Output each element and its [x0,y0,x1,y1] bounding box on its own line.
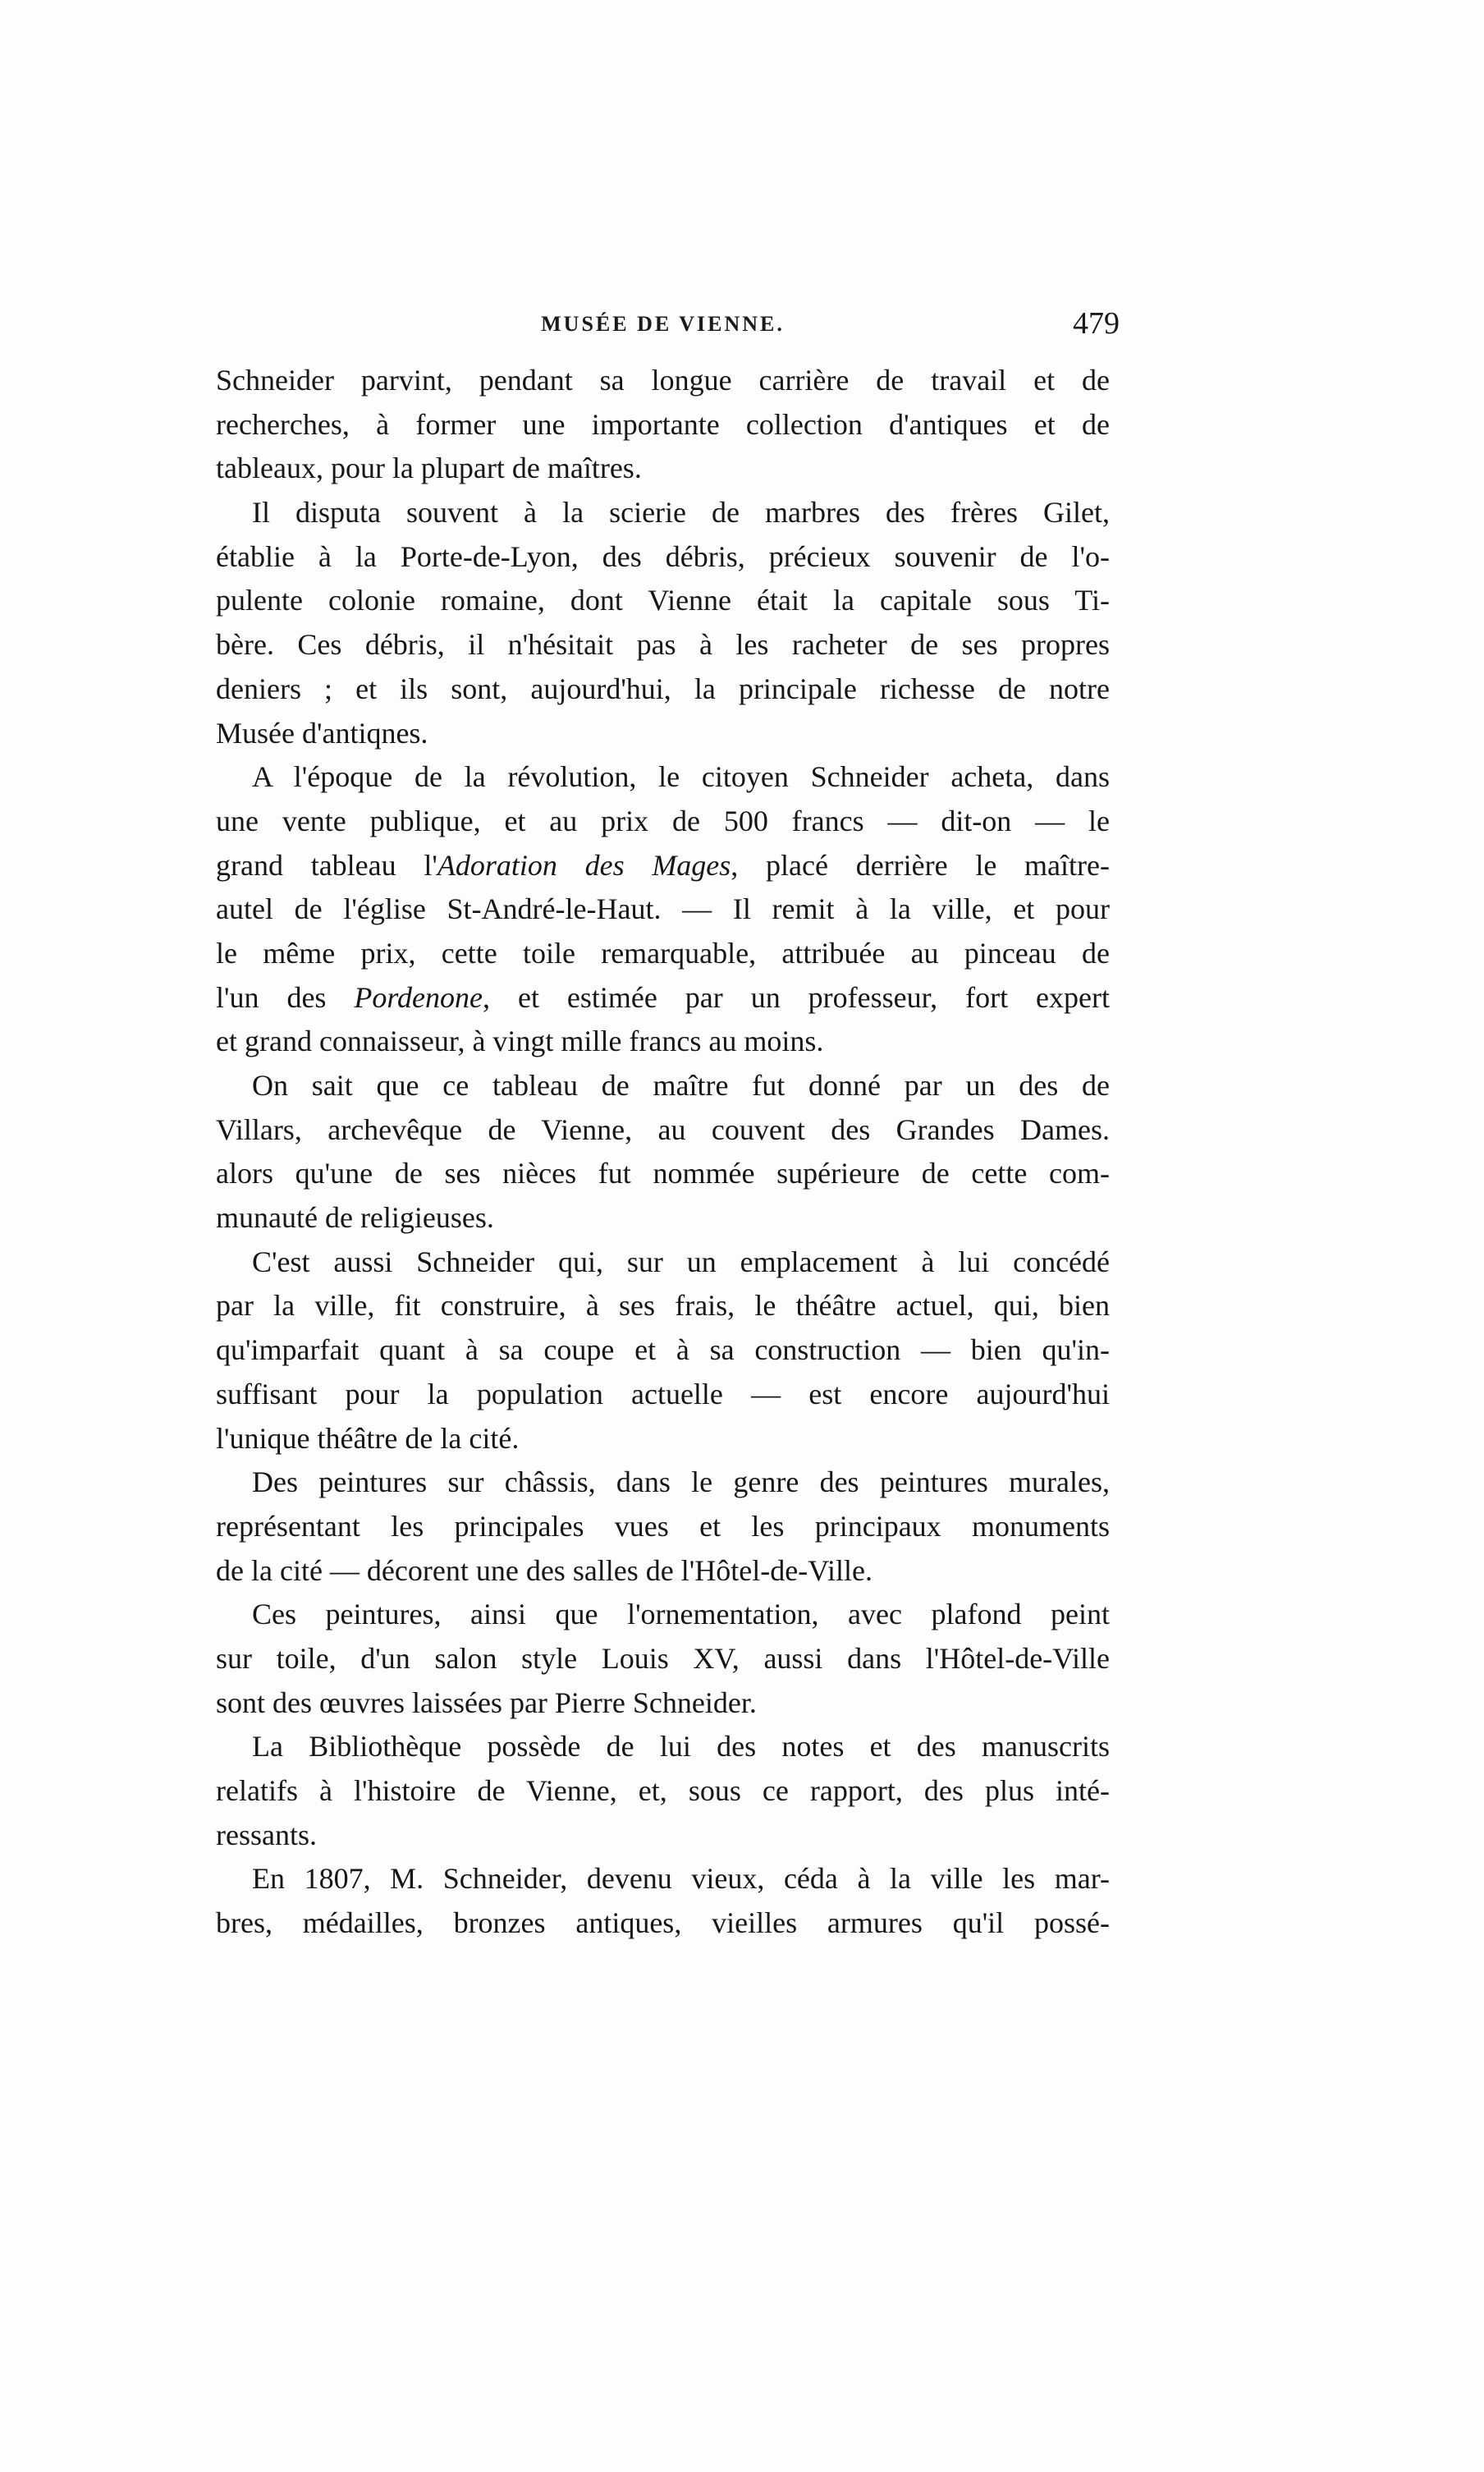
text-run: alors qu'une de ses nièces fut nommée supérieure de cette com- [216,1157,1110,1190]
text-run: Musée d'antiqnes. [216,716,428,750]
text-run: de la cité — décorent une des salles de l'Hôtel-de-Ville. [216,1553,873,1587]
text-run: et grand connaisseur, à vingt mille francs au moins. [216,1025,824,1058]
text-run: Schneider parvint, pendant sa longue carrière de travail et de [216,364,1110,397]
text-run: bres, médailles, bronzes antiques, vieilles armures qu'il possé- [216,1906,1110,1940]
running-header [216,305,1120,346]
text-run: établie à la Porte-de-Lyon, des débris, précieux souvenir de l'o- [216,539,1110,573]
text-run: En 1807, M. Schneider, devenu vieux, céda à la ville les mar- [252,1862,1110,1896]
text-run: C'est aussi Schneider qui, sur un emplacement à lui concédé [252,1245,1110,1278]
italic-title: Adoration des Mages [437,848,731,882]
text-line [216,1681,1110,1726]
text-run: représentant les principales vues et les principaux monuments [216,1509,1110,1543]
text-line [216,1725,1110,1769]
text-run: sur toile, d'un salon style Louis XV, aussi dans l'Hôtel-de-Ville [216,1641,1110,1675]
text-line [216,887,1110,932]
text-line [216,1461,1110,1505]
text-line [216,1328,1110,1373]
text-run: bère. Ces débris, il n'hésitait pas à les racheter de ses propres [216,628,1110,662]
running-title: MUSÉE DE VIENNE. [541,312,785,336]
text-run: pulente colonie romaine, dont Vienne était la capitale sous Ti- [216,584,1110,617]
text-run: tableaux, pour la plupart de maîtres. [216,452,642,485]
text-line [216,800,1110,844]
text-run: munauté de religieuses. [216,1201,494,1235]
body-text [216,359,1110,1946]
text-line [216,1505,1110,1549]
text-run: Il disputa souvent à la scierie de marbres des frères Gilet, [252,496,1110,530]
text-line [216,1417,1110,1461]
text-run: le même prix, cette toile remarquable, attribuée au pinceau de [216,936,1110,970]
text-run: Villars, archevêque de Vienne, au couvent des Grandes Dames. [216,1112,1110,1146]
text-line [216,1857,1110,1901]
text-line [216,1901,1110,1946]
text-line [216,1064,1110,1108]
text-run: qu'imparfait quant à sa coupe et à sa construction — bien qu'in- [216,1333,1110,1367]
text-run: autel de l'église St-André-le-Haut. — Il remit à la ville, et pour [216,892,1110,926]
text-run: , et estimée par un professeur, fort expert [483,980,1110,1014]
text-line [216,1637,1110,1681]
text-line [216,1769,1110,1814]
page-number: 479 [1073,306,1120,341]
text-line [216,844,1110,888]
text-line [216,623,1110,667]
text-line [216,579,1110,623]
text-run: l'un des [216,980,355,1014]
text-line [216,1241,1110,1285]
text-run: sont des œuvres laissées par Pierre Schneider. [216,1685,757,1719]
text-line [216,932,1110,976]
text-line [216,976,1110,1020]
text-line [216,447,1110,491]
text-run: Ces peintures, ainsi que l'ornementation, avec plafond peint [252,1598,1110,1631]
italic-title: Pordenone [354,980,483,1014]
text-line [216,1196,1110,1241]
text-run: l'unique théâtre de la cité. [216,1421,520,1455]
text-line [216,1373,1110,1417]
text-line [216,1152,1110,1196]
text-run: recherches, à former une importante collection d'antiques et de [216,407,1110,441]
text-line [216,491,1110,535]
text-line [216,1020,1110,1064]
text-run: A l'époque de la révolution, le citoyen Schneider acheta, dans [252,760,1110,794]
text-line [216,1108,1110,1153]
text-run: suffisant pour la population actuelle — est encore aujourd'hui [216,1377,1110,1410]
text-run: grand tableau l' [216,848,437,882]
text-run: une vente publique, et au prix de 500 francs — dit-on — le [216,804,1110,837]
text-line [216,535,1110,580]
text-line [216,1814,1110,1858]
text-run: On sait que ce tableau de maître fut donné par un des de [252,1069,1110,1102]
text-run: , placé derrière le maître- [731,848,1110,882]
text-run: relatifs à l'histoire de Vienne, et, sous ce rapport, des plus inté- [216,1774,1110,1807]
text-run: par la ville, fit construire, à ses frais, le théâtre actuel, qui, bien [216,1289,1110,1323]
text-run: ressants. [216,1818,317,1851]
text-line [216,712,1110,756]
text-line [216,359,1110,403]
text-line [216,1549,1110,1594]
text-run: La Bibliothèque possède de lui des notes et des manuscrits [252,1730,1110,1763]
text-line [216,403,1110,447]
text-run: deniers ; et ils sont, aujourd'hui, la principale richesse de notre [216,672,1110,705]
text-line [216,755,1110,800]
text-line [216,1593,1110,1637]
text-run: Des peintures sur châssis, dans le genre des peintures murales, [252,1465,1110,1499]
text-line [216,667,1110,712]
text-line [216,1284,1110,1328]
